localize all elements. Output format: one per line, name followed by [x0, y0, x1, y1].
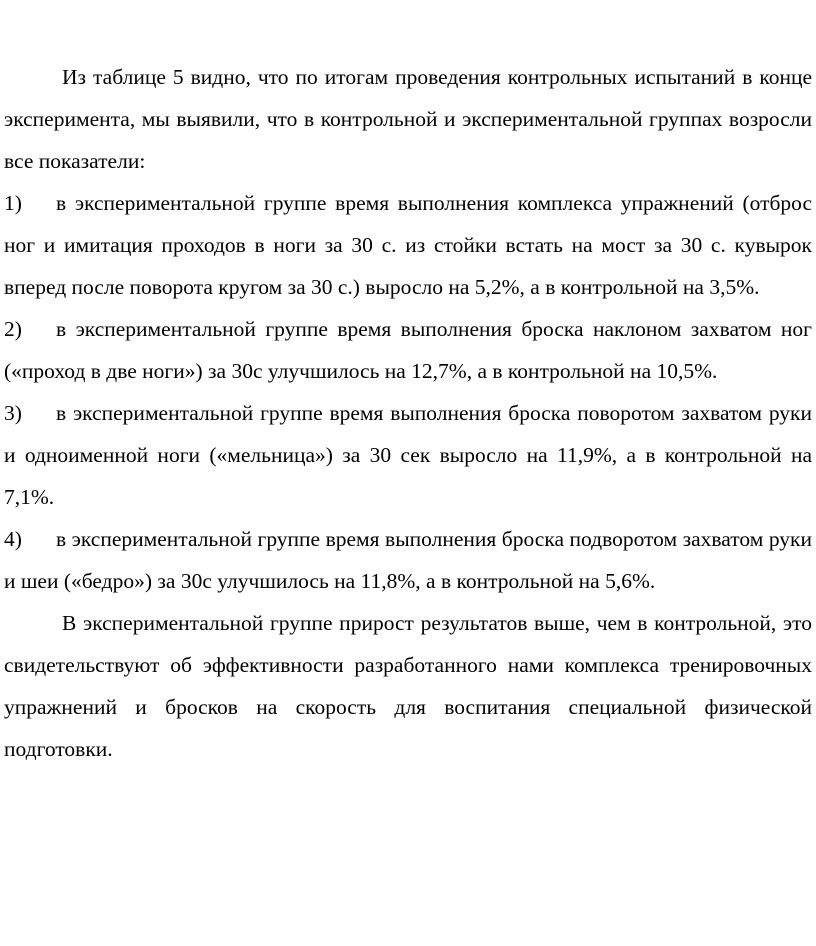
list-item-2: [4, 308, 812, 392]
intro-paragraph: Из таблице 5 видно, что по итогам проведения контрольных испытаний в конце эксперимента, мы выявили, что в контрольной и экспериментальной группах возросли все показатели:: [4, 65, 812, 173]
conclusion-paragraph: В экспериментальной группе прирост результатов выше, чем в контрольной, это свидетельствуют об эффективности разработанного нами комплекса тренировочных упражнений и бросков на скорость для воспитания специальной физической подготовки.: [4, 611, 812, 761]
list-item-text: в экспериментальной группе время выполнения броска поворотом захватом руки и одноименной ноги («мельница») за 30 сек выросло на 11,9%, а в контрольной на 7,1%.: [4, 401, 812, 509]
list-item-text: в экспериментальной группе время выполнения комплекса упражнений (отброс ног и имитация проходов в ноги за 30 с. из стойки встать на мост за 30 с. кувырок вперед после поворота кругом за 30 с.) выросло на 5,2%, а в контрольной на 3,5%.: [4, 191, 812, 299]
list-item-number: 4): [4, 527, 22, 551]
list-item-3: [4, 392, 812, 518]
list-item-1: [4, 182, 812, 308]
list-item-number: 2): [4, 317, 22, 341]
list-item-text: в экспериментальной группе время выполнения броска наклоном захватом ног («проход в две ноги») за 30с улучшилось на 12,7%, а в контрольной на 10,5%.: [4, 317, 812, 383]
list-item-number: 1): [4, 191, 22, 215]
list-item-4: [4, 518, 812, 602]
list-item-text: в экспериментальной группе время выполнения броска подворотом захватом руки и шеи («бедро») за 30с улучшилось на 11,8%, а в контрольной на 5,6%.: [4, 527, 812, 593]
list-item-number: 3): [4, 401, 22, 425]
